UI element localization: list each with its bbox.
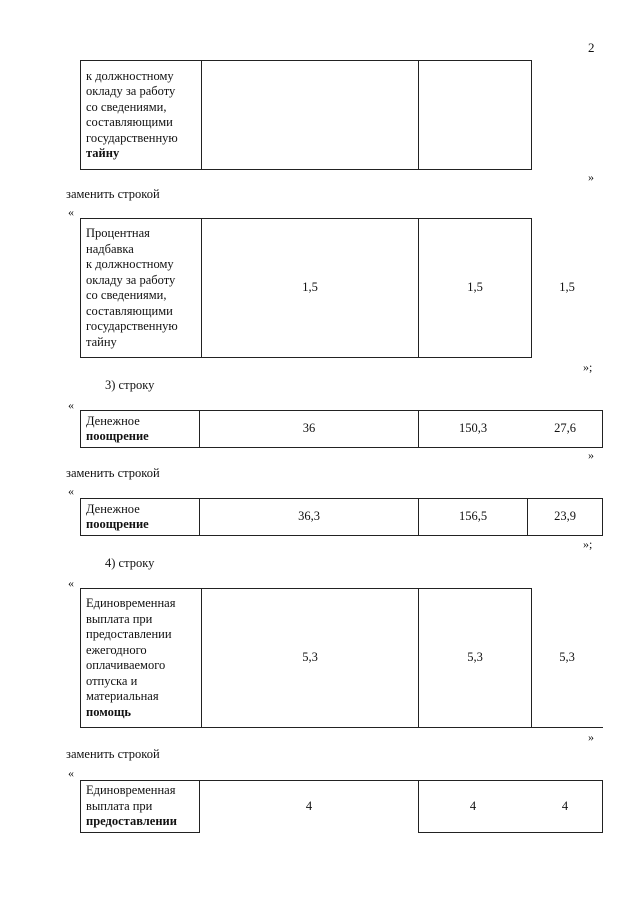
value-cell: 4 xyxy=(419,781,528,833)
label-line: оплачиваемого xyxy=(86,658,166,672)
label-line: государственную xyxy=(86,319,178,333)
label-line: со сведениями, xyxy=(86,288,167,302)
label-line: составляющими xyxy=(86,303,173,318)
label-line: предоставлении xyxy=(86,814,177,828)
value-cell: 5,3 xyxy=(202,589,419,728)
value-cell: 5,3 xyxy=(532,589,603,728)
value-cell: 156,5 xyxy=(419,499,528,536)
value-cell xyxy=(419,61,532,170)
open-quote: « xyxy=(68,484,74,498)
value-cell: 5,3 xyxy=(419,589,532,728)
label-line: Денежное xyxy=(86,413,140,428)
label-line: окладу за работу xyxy=(86,272,176,287)
page-number: 2 xyxy=(588,40,595,55)
close-quote: »; xyxy=(583,537,593,551)
label-line: материальная xyxy=(86,689,159,703)
label-line: ежегодного xyxy=(86,642,147,657)
label-line: надбавка xyxy=(86,241,134,256)
value-cell: 36,3 xyxy=(200,499,419,536)
row-label xyxy=(81,411,200,448)
close-quote: » xyxy=(588,170,594,184)
item-4-text: 4) строку xyxy=(105,556,155,570)
label-line: к должностному xyxy=(86,68,174,83)
value-cell: 4 xyxy=(200,781,419,833)
label-line: составляющими xyxy=(86,115,173,129)
table-row-secret-allowance-old xyxy=(80,60,603,170)
label-line: поощрение xyxy=(86,517,149,531)
label-line: Процентная xyxy=(86,226,150,240)
label-line: тайну xyxy=(86,146,120,160)
row-label xyxy=(81,219,202,358)
label-line: государственную xyxy=(86,130,178,145)
row-label xyxy=(81,589,202,728)
value-cell: 1,5 xyxy=(202,219,419,358)
table-row-lump-sum-old xyxy=(80,588,603,728)
replace-text: заменить строкой xyxy=(66,466,160,480)
label-line: поощрение xyxy=(86,429,149,443)
value-cell: 27,6 xyxy=(528,411,603,448)
label-line: предоставлении xyxy=(86,627,172,641)
open-quote: « xyxy=(68,576,74,590)
value-cell: 36 xyxy=(200,411,419,448)
label-line: Единовременная xyxy=(86,783,176,797)
label-line: окладу за работу xyxy=(86,84,176,98)
table-row-monetary-bonus-new xyxy=(80,498,603,536)
close-quote: »; xyxy=(583,360,593,374)
label-line: помощь xyxy=(86,704,131,719)
row-label xyxy=(81,781,200,833)
open-quote: « xyxy=(68,398,74,412)
replace-text: заменить строкой xyxy=(66,747,160,761)
table-row-secret-allowance-new xyxy=(80,218,603,358)
value-cell xyxy=(202,61,419,170)
value-cell: 23,9 xyxy=(528,499,603,536)
value-cell: 150,3 xyxy=(419,411,528,448)
label-line: отпуска и xyxy=(86,673,138,688)
label-line: Денежное xyxy=(86,501,140,516)
label-line: выплата при xyxy=(86,798,153,813)
replace-text: заменить строкой xyxy=(66,187,160,201)
close-quote: » xyxy=(588,448,594,462)
row-label xyxy=(81,499,200,536)
value-cell: 1,5 xyxy=(419,219,532,358)
table-row-lump-sum-new xyxy=(80,780,603,833)
close-quote: » xyxy=(588,730,594,744)
value-cell: 4 xyxy=(528,781,603,833)
open-quote: « xyxy=(68,766,74,780)
label-line: тайну xyxy=(86,334,117,349)
label-line: Единовременная xyxy=(86,596,176,610)
item-3-text: 3) строку xyxy=(105,378,155,392)
value-cell: 1,5 xyxy=(532,219,603,358)
open-quote: « xyxy=(68,205,74,219)
value-cell xyxy=(532,61,603,170)
table-row-monetary-bonus-old xyxy=(80,410,603,448)
label-line: выплата при xyxy=(86,611,153,626)
row-label xyxy=(81,61,202,170)
label-line: к должностному xyxy=(86,257,174,271)
label-line: со сведениями, xyxy=(86,99,167,114)
